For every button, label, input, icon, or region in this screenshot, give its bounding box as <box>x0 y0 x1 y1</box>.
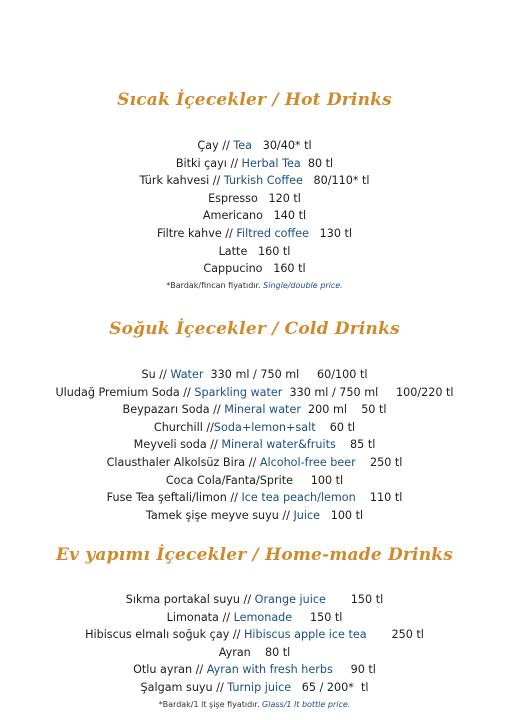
menu-item: Limonata // Lemonade 150 tl <box>166 610 343 624</box>
menu-item: Su // Water 330 ml / 750 ml 60/100 tl <box>141 368 368 381</box>
menu-item: Filtre kahve // Filtred coffee 130 tl <box>156 226 353 240</box>
price-note-hot-drinks: *Bardak/fincan fiyatıdır. Single/double price. <box>166 281 343 290</box>
menu-item: Şalgam suyu // Turnip juice 65 / 200* tl <box>140 680 369 694</box>
menu-item: Latte 160 tl <box>218 244 291 258</box>
menu-item: Bitki çayı // Herbal Tea 80 tl <box>175 156 334 170</box>
menu-item: Cappucino 160 tl <box>203 262 306 276</box>
menu-item: Çay // Tea 30/40* tl <box>197 139 312 152</box>
menu-item: Espresso 120 tl <box>208 191 301 205</box>
home-made-drinks-list <box>0 591 509 697</box>
menu-item: Coca Cola/Fanta/Sprite 100 tl <box>165 473 344 487</box>
menu-item: Churchill //Soda+lemon+salt 60 tl <box>153 420 356 434</box>
menu-item: Türk kahvesi // Turkish Coffee 80/110* tl <box>139 174 370 188</box>
menu-item: Sıkma portakal suyu // Orange juice 150 tl <box>125 593 384 606</box>
section-title-hot-drinks: Sıcak İçecekler / Hot Drinks <box>117 90 392 110</box>
section-title-cold-drinks: Soğuk İçecekler / Cold Drinks <box>109 319 400 339</box>
menu-item: Clausthaler Alkolsüz Bira // Alcohol-free beer 250 tl <box>106 455 403 469</box>
menu-item: Uludağ Premium Soda // Sparkling water 330 ml / 750 ml 100/220 tl <box>55 385 454 399</box>
menu-item: Fuse Tea şeftali/limon // Ice tea peach/lemon 110 tl <box>106 491 403 505</box>
menu-item: Otlu ayran // Ayran with fresh herbs 90 tl <box>133 663 376 677</box>
menu-item: Beypazarı Soda // Mineral water 200 ml 50 tl <box>122 403 387 417</box>
menu-item: Meyveli soda // Mineral water&fruits 85 tl <box>133 438 376 452</box>
menu-item: Hibiscus elmalı soğuk çay // Hibiscus apple ice tea 250 tl <box>85 628 424 642</box>
menu-item: Tamek şişe meyve suyu // Juice 100 tl <box>145 508 364 522</box>
price-note-home-made-drinks: *Bardak/1 lt şişe fiyatıdır. Glass/1 lt bottle price. <box>158 700 351 709</box>
menu-item: Americano 140 tl <box>202 209 307 223</box>
hot-drinks-list <box>0 137 509 278</box>
section-title-home-made-drinks: Ev yapımı İçecekler / Home-made Drinks <box>55 545 454 565</box>
menu-item: Ayran 80 tl <box>218 645 291 659</box>
cold-drinks-list <box>0 366 509 524</box>
